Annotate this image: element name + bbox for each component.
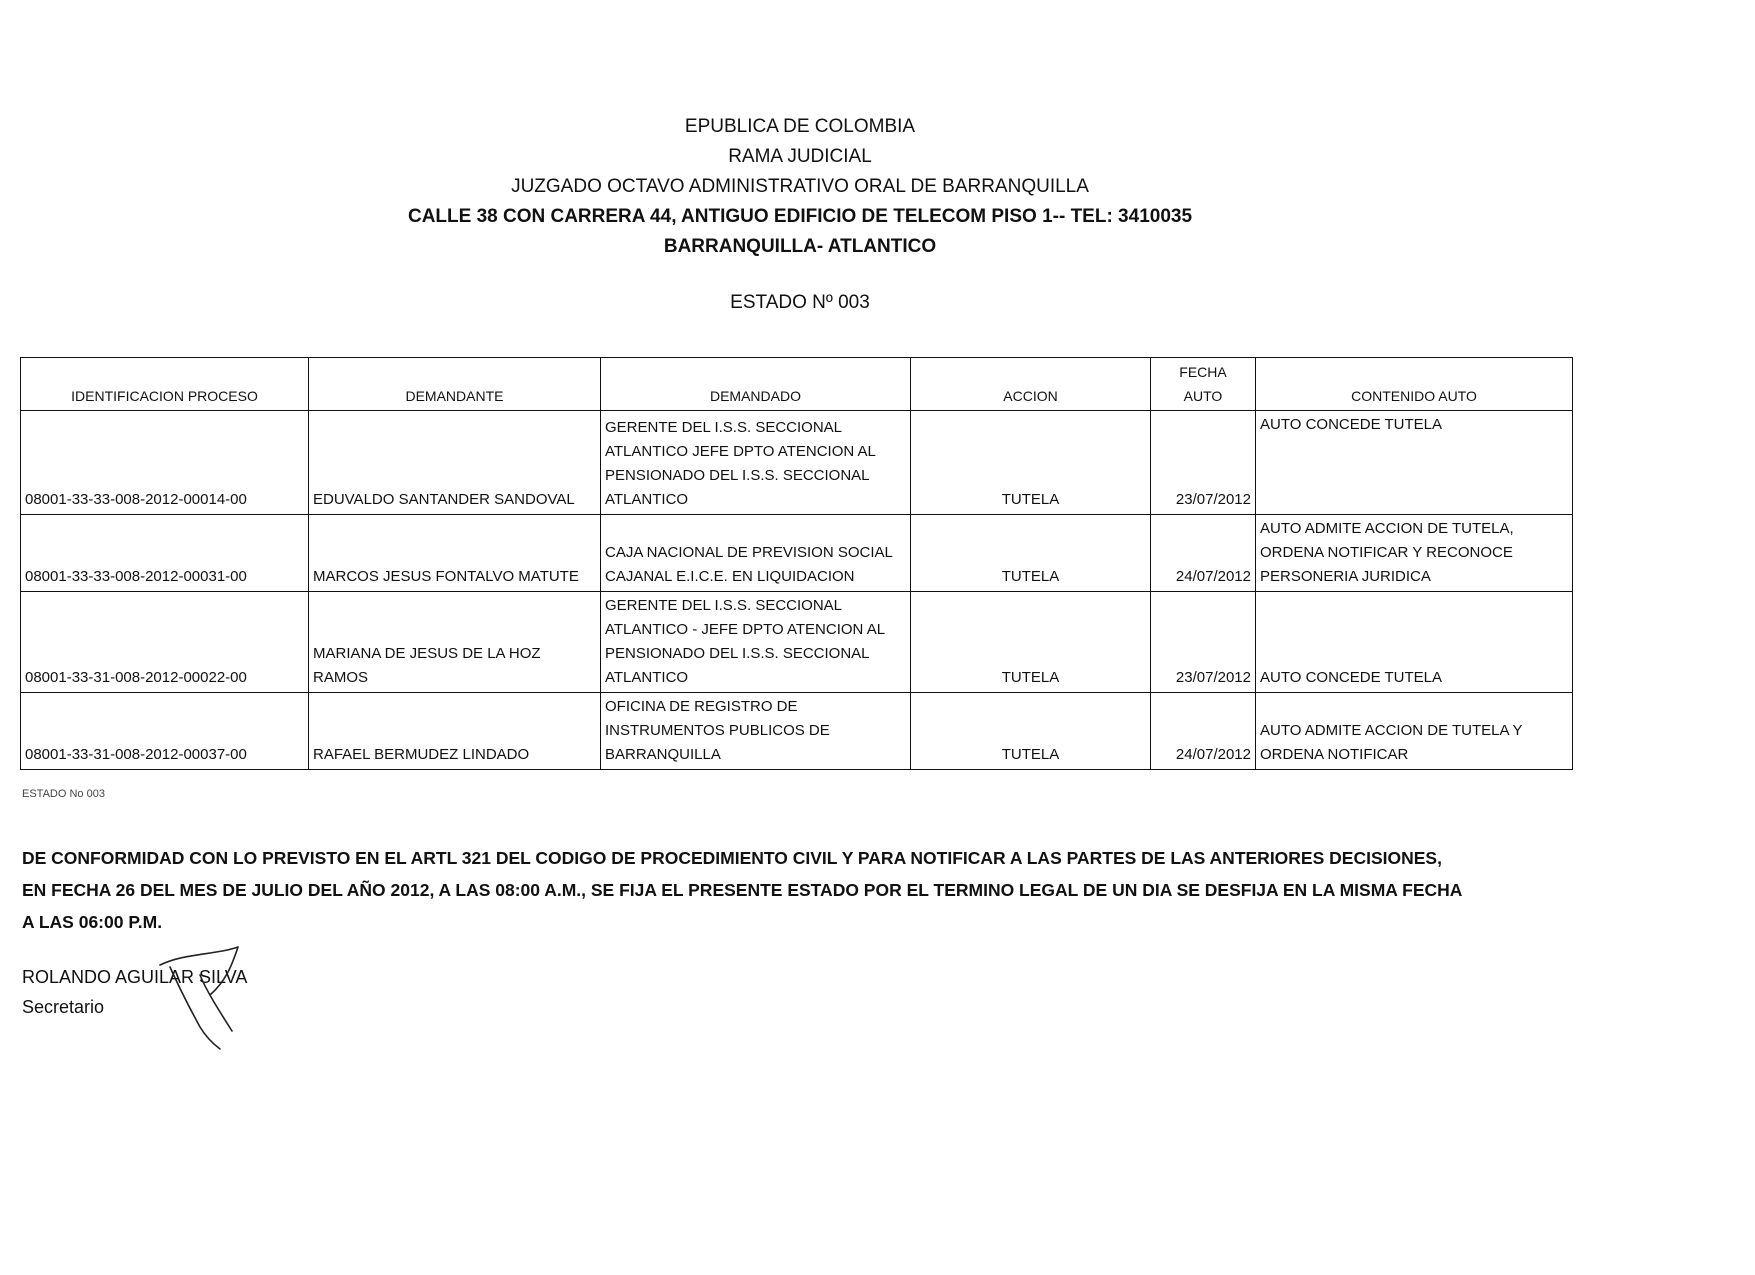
header-address: CALLE 38 CON CARRERA 44, ANTIGUO EDIFICIO DE TELECOM PISO 1-- TEL: 3410035 <box>407 206 1193 227</box>
signer-name: ROLANDO AGUILAR SILVA <box>22 967 248 987</box>
handwritten-signature-icon <box>140 935 270 1055</box>
cell-fecha: 23/07/2012 <box>1151 592 1256 693</box>
table-row <box>21 411 1573 515</box>
cell-demandante: MARCOS JESUS FONTALVO MATUTE <box>309 515 601 592</box>
cell-accion: TUTELA <box>911 592 1151 693</box>
cell-fecha: 24/07/2012 <box>1151 515 1256 592</box>
notification-paragraph: DE CONFORMIDAD CON LO PREVISTO EN EL ARTL 321 DEL CODIGO DE PROCEDIMIENTO CIVIL Y PARA NOTIFICAR A LAS PARTES DE LAS ANTERIORES DECISIONES, EN FECHA 26 DEL MES DE JULIO DEL AÑO 2012, A LAS 08:00 A.M., SE FIJA EL PRESENTE ESTADO POR EL TERMINO LEGAL DE UN DIA SE DESFIJA EN LA MISMA FECHA A LAS 06:00 P.M. <box>22 848 1462 932</box>
signer-title: Secretario <box>22 997 105 1017</box>
table-row <box>21 592 1573 693</box>
cell-accion: TUTELA <box>911 411 1151 515</box>
cell-identificacion: 08001-33-31-008-2012-00022-00 <box>21 592 309 693</box>
cell-accion: TUTELA <box>911 693 1151 770</box>
table-header-row <box>21 358 1573 411</box>
cell-contenido: AUTO ADMITE ACCION DE TUTELA, ORDENA NOTIFICAR Y RECONOCE PERSONERIA JURIDICA <box>1256 515 1573 592</box>
cell-demandante: RAFAEL BERMUDEZ LINDADO <box>309 693 601 770</box>
col-accion: ACCION <box>911 358 1151 411</box>
cell-identificacion: 08001-33-33-008-2012-00014-00 <box>21 411 309 515</box>
cell-demandante: MARIANA DE JESUS DE LA HOZ RAMOS <box>309 592 601 693</box>
cell-identificacion: 08001-33-31-008-2012-00037-00 <box>21 693 309 770</box>
header-country: EPUBLICA DE COLOMBIA <box>684 116 916 137</box>
header-court: JUZGADO OCTAVO ADMINISTRATIVO ORAL DE BARRANQUILLA <box>511 176 1089 197</box>
cell-contenido: AUTO CONCEDE TUTELA <box>1256 592 1573 693</box>
cell-identificacion: 08001-33-33-008-2012-00031-00 <box>21 515 309 592</box>
header-city: BARRANQUILLA- ATLANTICO <box>663 236 937 257</box>
col-contenido: CONTENIDO AUTO <box>1256 358 1573 411</box>
col-demandante: DEMANDANTE <box>309 358 601 411</box>
table-row <box>21 693 1573 770</box>
table-row <box>21 515 1573 592</box>
cell-contenido: AUTO ADMITE ACCION DE TUTELA Y ORDENA NOTIFICAR <box>1256 693 1573 770</box>
cell-demandado: CAJA NACIONAL DE PREVISION SOCIAL CAJANAL E.I.C.E. EN LIQUIDACION <box>601 515 911 592</box>
cell-demandado: OFICINA DE REGISTRO DE INSTRUMENTOS PUBLICOS DE BARRANQUILLA <box>601 693 911 770</box>
estado-title: ESTADO Nº 003 <box>730 292 870 313</box>
cell-fecha: 23/07/2012 <box>1151 411 1256 515</box>
cell-fecha: 24/07/2012 <box>1151 693 1256 770</box>
document-header <box>0 112 1600 262</box>
cell-demandado: GERENTE DEL I.S.S. SECCIONAL ATLANTICO JEFE DPTO ATENCION AL PENSIONADO DEL I.S.S. SECCIONAL ATLANTICO <box>601 411 911 515</box>
estado-footnote: ESTADO No 003 <box>22 788 105 800</box>
cell-demandante: EDUVALDO SANTANDER SANDOVAL <box>309 411 601 515</box>
cell-demandado: GERENTE DEL I.S.S. SECCIONAL ATLANTICO - JEFE DPTO ATENCION AL PENSIONADO DEL I.S.S. SECCIONAL ATLANTICO <box>601 592 911 693</box>
estado-table <box>20 357 1573 770</box>
cell-accion: TUTELA <box>911 515 1151 592</box>
header-branch: RAMA JUDICIAL <box>728 146 872 167</box>
cell-contenido: AUTO CONCEDE TUTELA <box>1256 411 1573 515</box>
col-identificacion: IDENTIFICACION PROCESO <box>21 358 309 411</box>
col-demandado: DEMANDADO <box>601 358 911 411</box>
col-fecha-auto: FECHA AUTO <box>1151 358 1256 411</box>
